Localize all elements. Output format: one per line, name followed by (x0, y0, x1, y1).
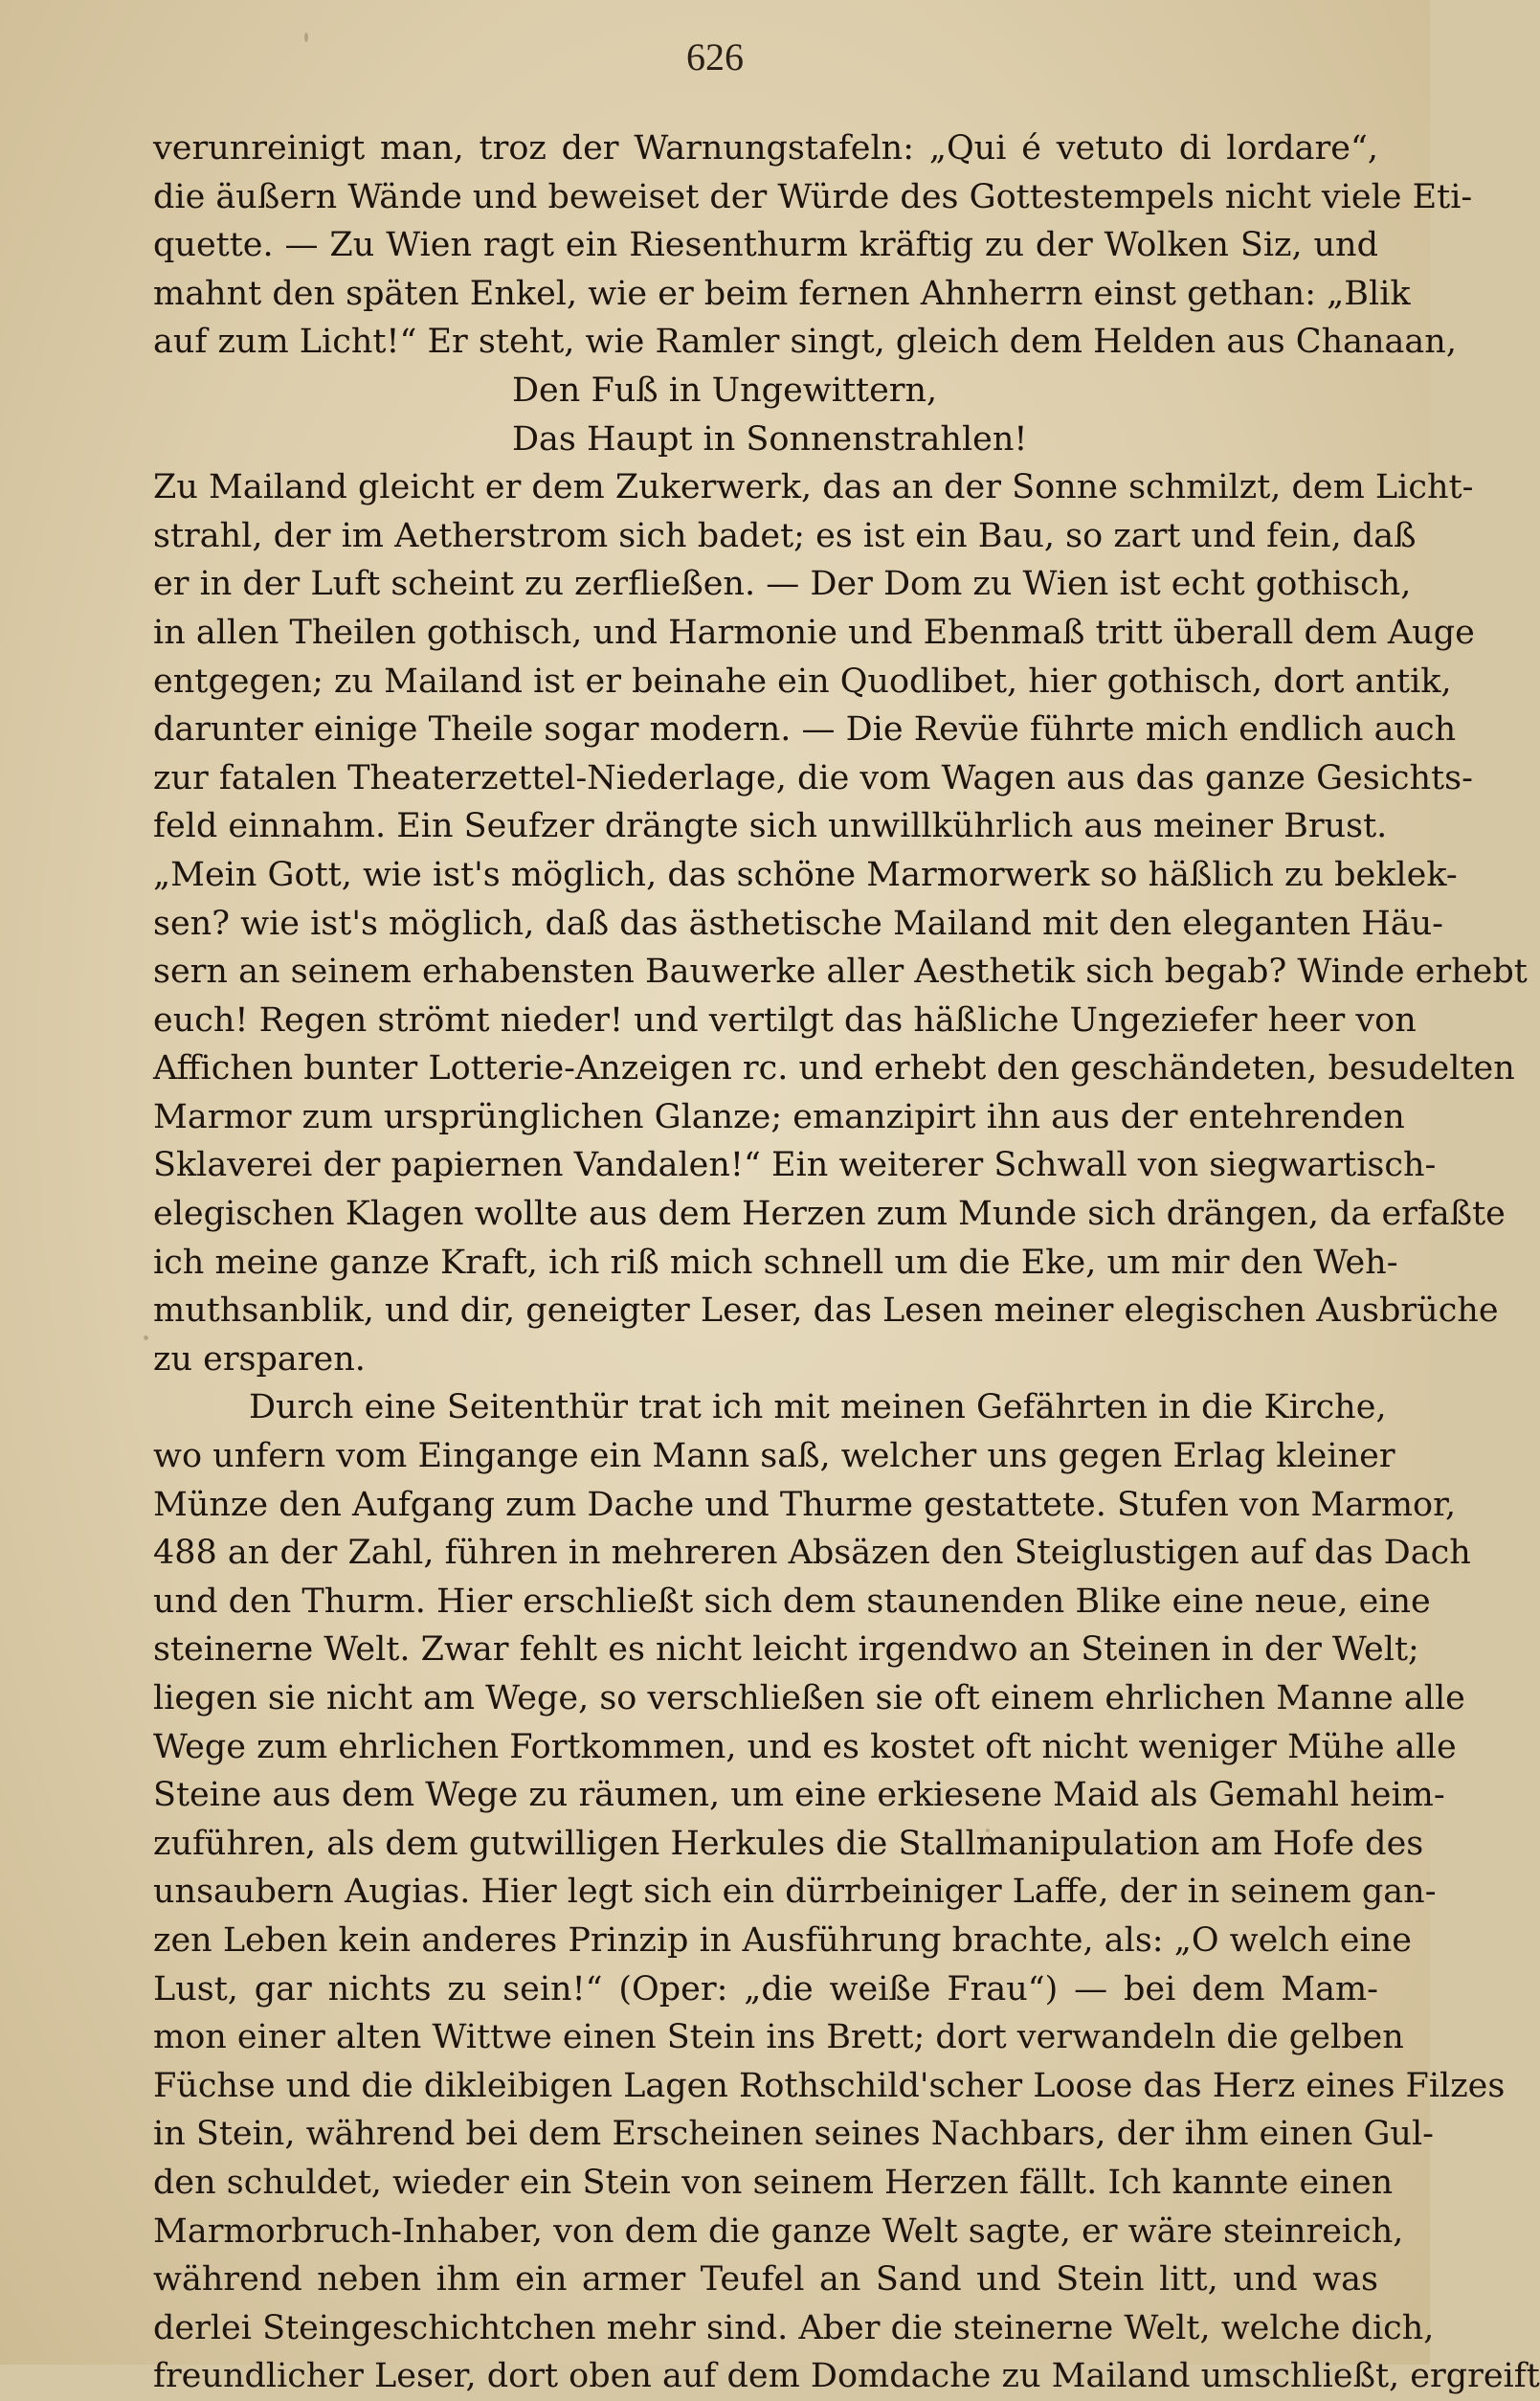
text-line: Marmorbruch-Inhaber, von dem die ganze Welt sagte, er wäre steinreich, (153, 2211, 1404, 2251)
paper-speck (144, 1335, 148, 1340)
text-line: ich meine ganze Kraft, ich riß mich schnell um die Eke, um mir den Weh- (153, 1243, 1398, 1282)
text-line: auf zum Licht!“ Er steht, wie Ramler singt, gleich dem Helden aus Chanaan, (153, 323, 1457, 362)
text-line: Münze den Aufgang zum Dache und Thurme gestattete. Stufen von Marmor, (153, 1485, 1457, 1524)
text-line: die äußern Wände und beweiset der Würde des Gottestempels nicht viele Eti- (153, 177, 1473, 216)
text-line: „Mein Gott, wie ist's möglich, das schöne Marmorwerk so häßlich zu beklek- (153, 855, 1458, 894)
text-line: Sklaverei der papiernen Vandalen!“ Ein weiterer Schwall von siegwartisch- (153, 1146, 1437, 1185)
text-line: Marmor zum ursprünglichen Glanze; emanzipirt ihn aus der entehrenden (153, 1097, 1405, 1136)
text-line: mon einer alten Wittwe einen Stein ins Brett; dort verwandeln die gelben (153, 2018, 1404, 2057)
verse-line: Das Haupt in Sonnenstrahlen! (512, 419, 1028, 459)
body-text (153, 124, 1540, 2401)
text-line: freundlicher Leser, dort oben auf dem Domdache zu Mailand umschließt, ergreift (153, 2357, 1540, 2396)
text-line: wo unfern vom Eingange ein Mann saß, welcher uns gegen Erlag kleiner (153, 1437, 1395, 1476)
paper-speck (304, 33, 308, 42)
text-line: in allen Theilen gothisch, und Harmonie und Ebenmaß tritt überall dem Auge (153, 613, 1475, 652)
text-line: während neben ihm ein armer Teufel an Sand und Stein litt, und was (153, 2260, 1378, 2300)
text-line: zur fatalen Theaterzettel-Niederlage, die vom Wagen aus das ganze Gesichts- (153, 758, 1473, 797)
text-line: verunreinigt man, troz der Warnungstafeln: „Qui é vetuto di lordare“, (153, 129, 1378, 168)
text-line: unsaubern Augias. Hier legt sich ein dürrbeiniger Laffe, der in seinem gan- (153, 1873, 1437, 1912)
text-line: darunter einige Theile sogar modern. — Die Revüe führte mich endlich auch (153, 710, 1457, 750)
text-line: feld einnahm. Ein Seufzer drängte sich unwillkührlich aus meiner Brust. (153, 807, 1388, 846)
text-line: Zu Mailand gleicht er dem Zukerwerk, das an der Sonne schmilzt, dem Licht- (153, 468, 1474, 507)
text-line: steinerne Welt. Zwar fehlt es nicht leicht irgendwo an Steinen in der Welt; (153, 1630, 1419, 1670)
text-line: zuführen, als dem gutwilligen Herkules die Stallmanipulation am Hofe des (153, 1824, 1424, 1863)
verse-line: Den Fuß in Ungewittern, (512, 370, 938, 410)
text-line: er in der Luft scheint zu zerfließen. — Der Dom zu Wien ist echt gothisch, (153, 565, 1412, 604)
text-line: euch! Regen strömt nieder! und vertilgt das häßliche Ungeziefer heer von (153, 1000, 1417, 1040)
text-line: 488 an der Zahl, führen in mehreren Absäzen den Steiglustigen auf das Dach (153, 1534, 1471, 1573)
text-line: Lust, gar nichts zu sein!“ (Oper: „die weiße Frau“) — bei dem Mam- (153, 1969, 1378, 2008)
text-line: elegischen Klagen wollte aus dem Herzen zum Munde sich drängen, da erfaßte (153, 1195, 1506, 1234)
text-line: liegen sie nicht am Wege, so verschließen sie oft einem ehrlichen Manne alle (153, 1679, 1465, 1717)
text-line: Affichen bunter Lotterie-Anzeigen rc. und erhebt den geschändeten, besudelten (153, 1049, 1515, 1088)
text-line: zu ersparen. (153, 1339, 366, 1379)
text-line: zen Leben kein anderes Prinzip in Ausführung brachte, als: „O welch eine (153, 1920, 1412, 1960)
text-line: sern an seinem erhabensten Bauwerke aller Aesthetik sich begab? Winde erhebt (153, 953, 1528, 992)
text-line: derlei Steingeschichtchen mehr sind. Aber die steinerne Welt, welche dich, (153, 2308, 1435, 2347)
text-line: entgegen; zu Mailand ist er beinahe ein Quodlibet, hier gothisch, dort antik, (153, 662, 1452, 701)
paragraph-start-line: Durch eine Seitenthür trat ich mit meinen Gefährten in die Kirche, (249, 1388, 1387, 1427)
text-line: mahnt den späten Enkel, wie er beim fernen Ahnherrn einst gethan: „Blik (153, 274, 1411, 313)
text-line: Wege zum ehrlichen Fortkommen, und es kostet oft nicht weniger Mühe alle (153, 1727, 1457, 1766)
text-line: und den Thurm. Hier erschließt sich dem staunenden Blike eine neue, eine (153, 1582, 1431, 1621)
text-line: in Stein, während bei dem Erscheinen seines Nachbars, der ihm einen Gul- (153, 2115, 1434, 2154)
text-line: quette. — Zu Wien ragt ein Riesenthurm kräftig zu der Wolken Siz, und (153, 226, 1378, 265)
text-line: muthsanblik, und dir, geneigter Leser, das Lesen meiner elegischen Ausbrüche (153, 1291, 1499, 1331)
text-line: strahl, der im Aetherstrom sich badet; es ist ein Bau, so zart und fein, daß (153, 516, 1417, 555)
page-number: 626 (686, 35, 744, 79)
text-line: Steine aus dem Wege zu räumen, um eine erkiesene Maid als Gemahl heim- (153, 1776, 1445, 1815)
text-line: Füchse und die dikleibigen Lagen Rothschild'scher Loose das Herz eines Filzes (153, 2066, 1506, 2105)
text-line: sen? wie ist's möglich, daß das ästhetische Mailand mit den eleganten Häu- (153, 904, 1443, 943)
text-line: den schuldet, wieder ein Stein von seinem Herzen fällt. Ich kannte einen (153, 2163, 1394, 2202)
